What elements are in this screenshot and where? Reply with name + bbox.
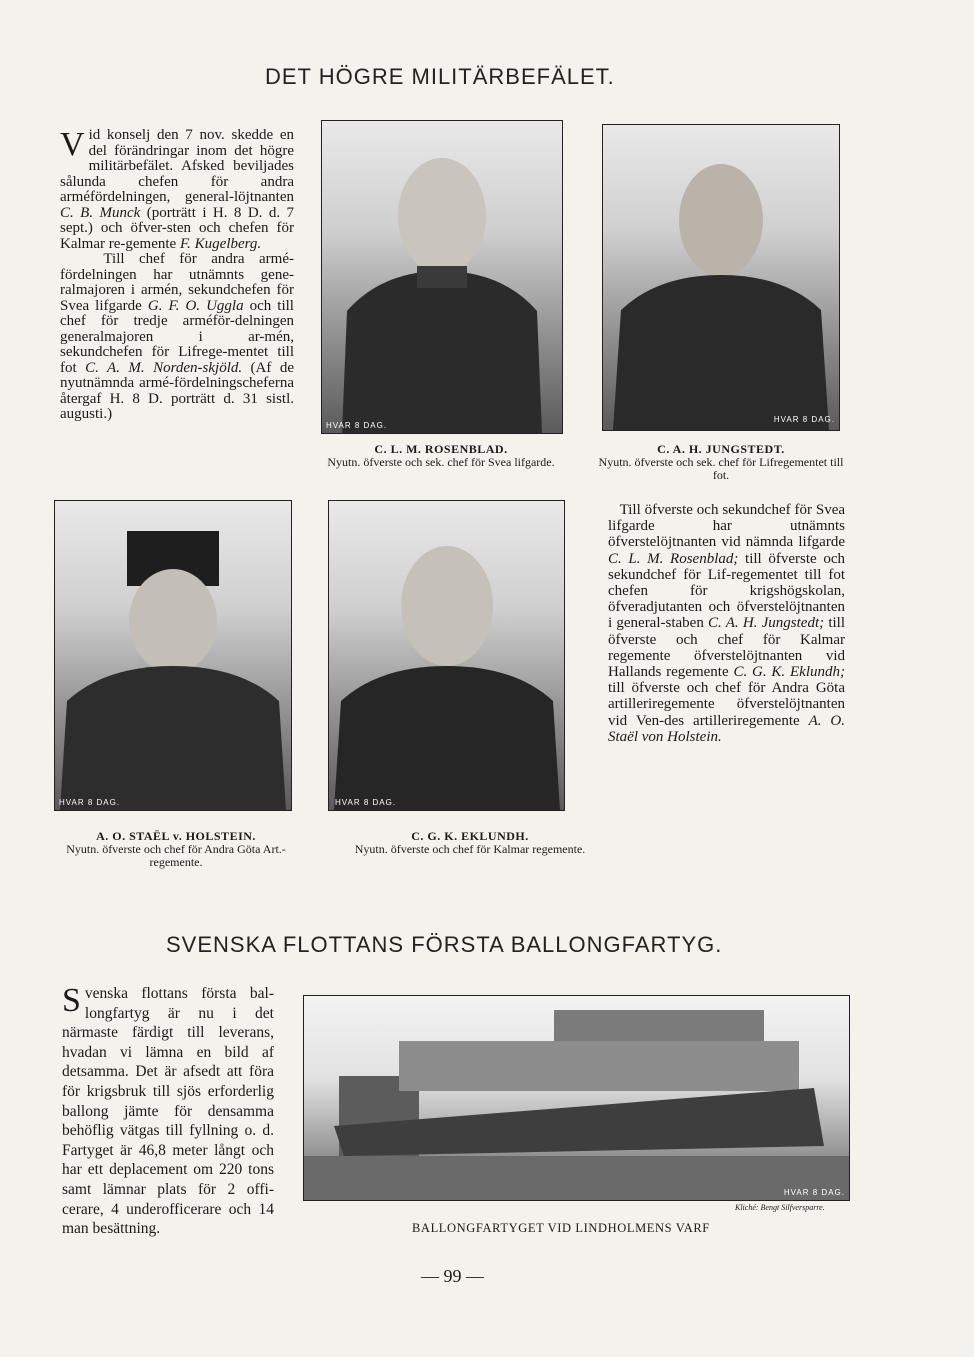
caption-stael: A. O. STAËL v. HOLSTEIN. Nyutn. öfverste och chef för Andra Göta Art.-regemente. bbox=[66, 829, 286, 869]
photo-credit: HVAR 8 DAG. bbox=[773, 415, 835, 424]
dropcap-s: S bbox=[62, 982, 81, 1019]
photo-credit: HVAR 8 DAG. bbox=[59, 798, 121, 807]
portrait-figure-icon bbox=[603, 125, 839, 430]
photo-credit: HVAR 8 DAG. bbox=[335, 798, 397, 807]
caption-eklundh: C. G. K. EKLUNDH. Nyutn. öfverste och chef för Kalmar regemente. bbox=[354, 829, 586, 856]
caption-jungstedt: C. A. H. JUNGSTEDT. Nyutn. öfverste och sek. chef för Lifregementet till fot. bbox=[598, 442, 844, 482]
caption-rosenblad: C. L. M. ROSENBLAD. Nyutn. öfverste och sek. chef för Svea lifgarde. bbox=[327, 442, 555, 469]
article-ballongfartyg: Svenska flottans första bal-longfartyg är nu i det närmaste färdigt till leverans, hvadan vi lämna en bild af detsamma. Det är afsedt att föra för krigsbruk till sjös erforderlig ballong jämte för densamma behöflig vätgas till fyllning o. d. Fartyget är 46,8 meter långt och har ett deplacement om 220 tons samt lämnar plats för 2 offi-cerare, 4 underofficerare och 14 man besättning. bbox=[62, 982, 274, 1238]
page-number: — 99 — bbox=[421, 1266, 484, 1286]
section-title-militarbefalet: DET HÖGRE MILITÄRBEFÄLET. bbox=[265, 64, 615, 89]
article-appointments: Till öfverste och sekundchef för Svea lifgarde har utnämnts öfverstelöjtnanten vid nämnda lifgarde C. L. M. Rosenblad; till öfverste och sekundchef för Lif-regementet till fot chefen för krigshögskolan, öfveradjutanten och öfverstelöjtnanten i general-staben C. A. H. Jungstedt; till öfverste och chef för Kalmar regemente öfverstelöjtnanten vid Hallands regemente C. G. K. Eklundh; till öfverste och chef för Andra Göta artilleriregemente öfverstelöjtnanten vid Ven-des artilleriregemente A. O. Staël von Holstein. bbox=[608, 502, 846, 745]
portrait-stael bbox=[54, 500, 292, 811]
ship-icon bbox=[304, 996, 849, 1200]
section-title-ballongfartyg: SVENSKA FLOTTANS FÖRSTA BALLONGFARTYG. bbox=[166, 932, 723, 957]
portrait-jungstedt bbox=[602, 124, 840, 431]
dropcap-v: V bbox=[60, 126, 85, 163]
portrait-figure-icon bbox=[322, 121, 562, 433]
photo-credit: HVAR 8 DAG. bbox=[783, 1188, 845, 1197]
article-militarbefalet: Vid konselj den 7 nov. skedde en del förändringar inom det högre militärbefälet. Afsked beviljades sålunda chefen för andra arméfördelningen, general-löjtnanten C. B. Munck (porträtt i H. 8 D. d. 7 sept.) och öfver-sten och chefen för Kalmar re-gemente F. Kugelberg. Till chef för andra armé-fördelningen har utnämnts gene-ralmajoren i armén, sekundchefen för Svea lifgarde G. F. O. Uggla och till chef för tredje arméför-delningen generalmajoren i ar-mén, sekundchefen för Lifrege-mentet till fot C. A. M. Norden-skjöld. (Af de nyutnämnda armé-fördelningscheferna återgaf H. 8 D. porträtt d. 31 sistl. augusti.) bbox=[60, 126, 294, 422]
ship-caption: BALLONGFARTYGET VID LINDHOLMENS VARF bbox=[412, 1221, 710, 1235]
photo-credit: HVAR 8 DAG. bbox=[326, 421, 388, 430]
photo-ballongfartyg bbox=[303, 995, 850, 1201]
photo-cliche-credit: Kliché: Bengt Silfversparre. bbox=[735, 1203, 825, 1212]
portrait-figure-icon bbox=[329, 501, 564, 810]
portrait-eklundh bbox=[328, 500, 565, 811]
portrait-rosenblad bbox=[321, 120, 563, 434]
portrait-figure-icon bbox=[55, 501, 291, 810]
